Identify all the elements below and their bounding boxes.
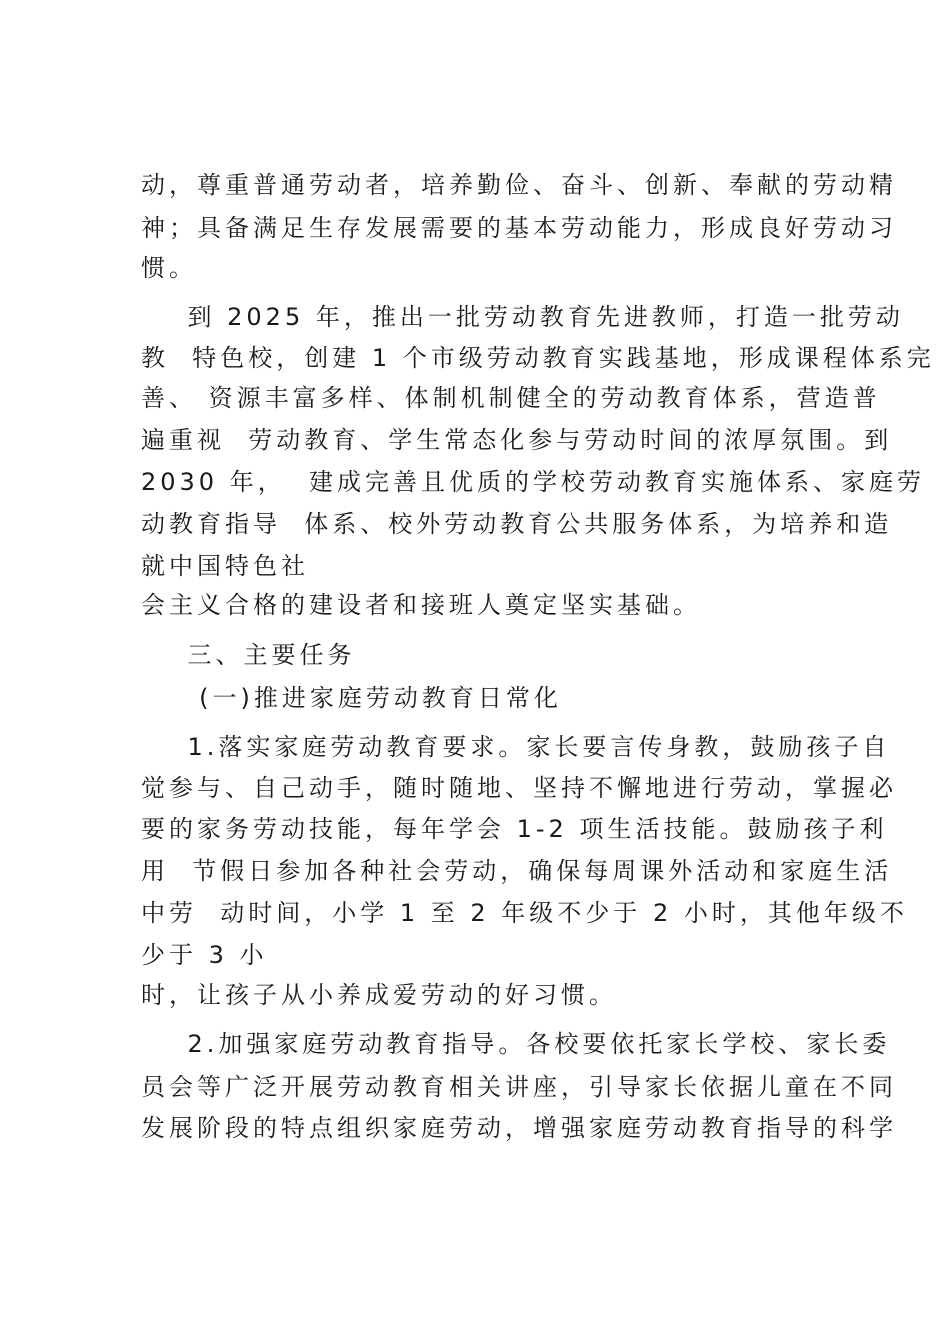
- text-line: 2.加强家庭劳动教育指导。各校要依托家长学校、家长委: [141, 1030, 891, 1058]
- text-line: 2030 年， 建成完善且优质的学校劳动教育实施体系、家庭劳: [141, 468, 925, 496]
- text-line: 善、 资源丰富多样、体制机制健全的劳动教育体系，营造普: [141, 384, 881, 412]
- text-line: 要的家务劳动技能，每年学会 1-2 项生活技能。鼓励孩子利: [141, 815, 888, 843]
- text-line: 就中国特色社: [141, 552, 309, 580]
- text-line: 到 2025 年，推出一批劳动教育先进教师，打造一批劳动: [141, 303, 904, 331]
- text-line: 神；具备满足生存发展需要的基本劳动能力，形成良好劳动习: [141, 214, 897, 242]
- text-line: 动教育指导 体系、校外劳动教育公共服务体系，为培养和造: [141, 510, 893, 538]
- text-line: 动，尊重普通劳动者，培养勤俭、奋斗、创新、奉献的劳动精: [141, 171, 897, 199]
- text-line: 会主义合格的建设者和接班人奠定坚实基础。: [141, 591, 701, 619]
- text-line: 少于 3 小: [141, 941, 268, 969]
- text-line: 1.落实家庭劳动教育要求。家长要言传身教，鼓励孩子自: [141, 733, 891, 761]
- text-line: 觉参与、自己动手，随时随地、坚持不懈地进行劳动，掌握必: [141, 774, 897, 802]
- text-line: 用 节假日参加各种社会劳动，确保每周课外活动和家庭生活: [141, 857, 893, 885]
- text-line: 遍重视 劳动教育、学生常态化参与劳动时间的浓厚氛围。到: [141, 426, 893, 454]
- subsection-heading: (一)推进家庭劳动教育日常化: [141, 684, 562, 712]
- section-heading: 三、主要任务: [141, 641, 356, 669]
- text-line: 发展阶段的特点组织家庭劳动，增强家庭劳动教育指导的科学: [141, 1114, 897, 1142]
- text-line: 中劳 动时间，小学 1 至 2 年级不少于 2 小时，其他年级不: [141, 899, 908, 927]
- text-line: 教 特色校，创建 1 个市级劳动教育实践基地，形成课程体系完: [141, 344, 935, 372]
- text-line: 员会等广泛开展劳动教育相关讲座，引导家长依据儿童在不同: [141, 1073, 897, 1101]
- text-line: 时，让孩子从小养成爱劳动的好习惯。: [141, 981, 617, 1009]
- text-line: 惯。: [141, 254, 197, 282]
